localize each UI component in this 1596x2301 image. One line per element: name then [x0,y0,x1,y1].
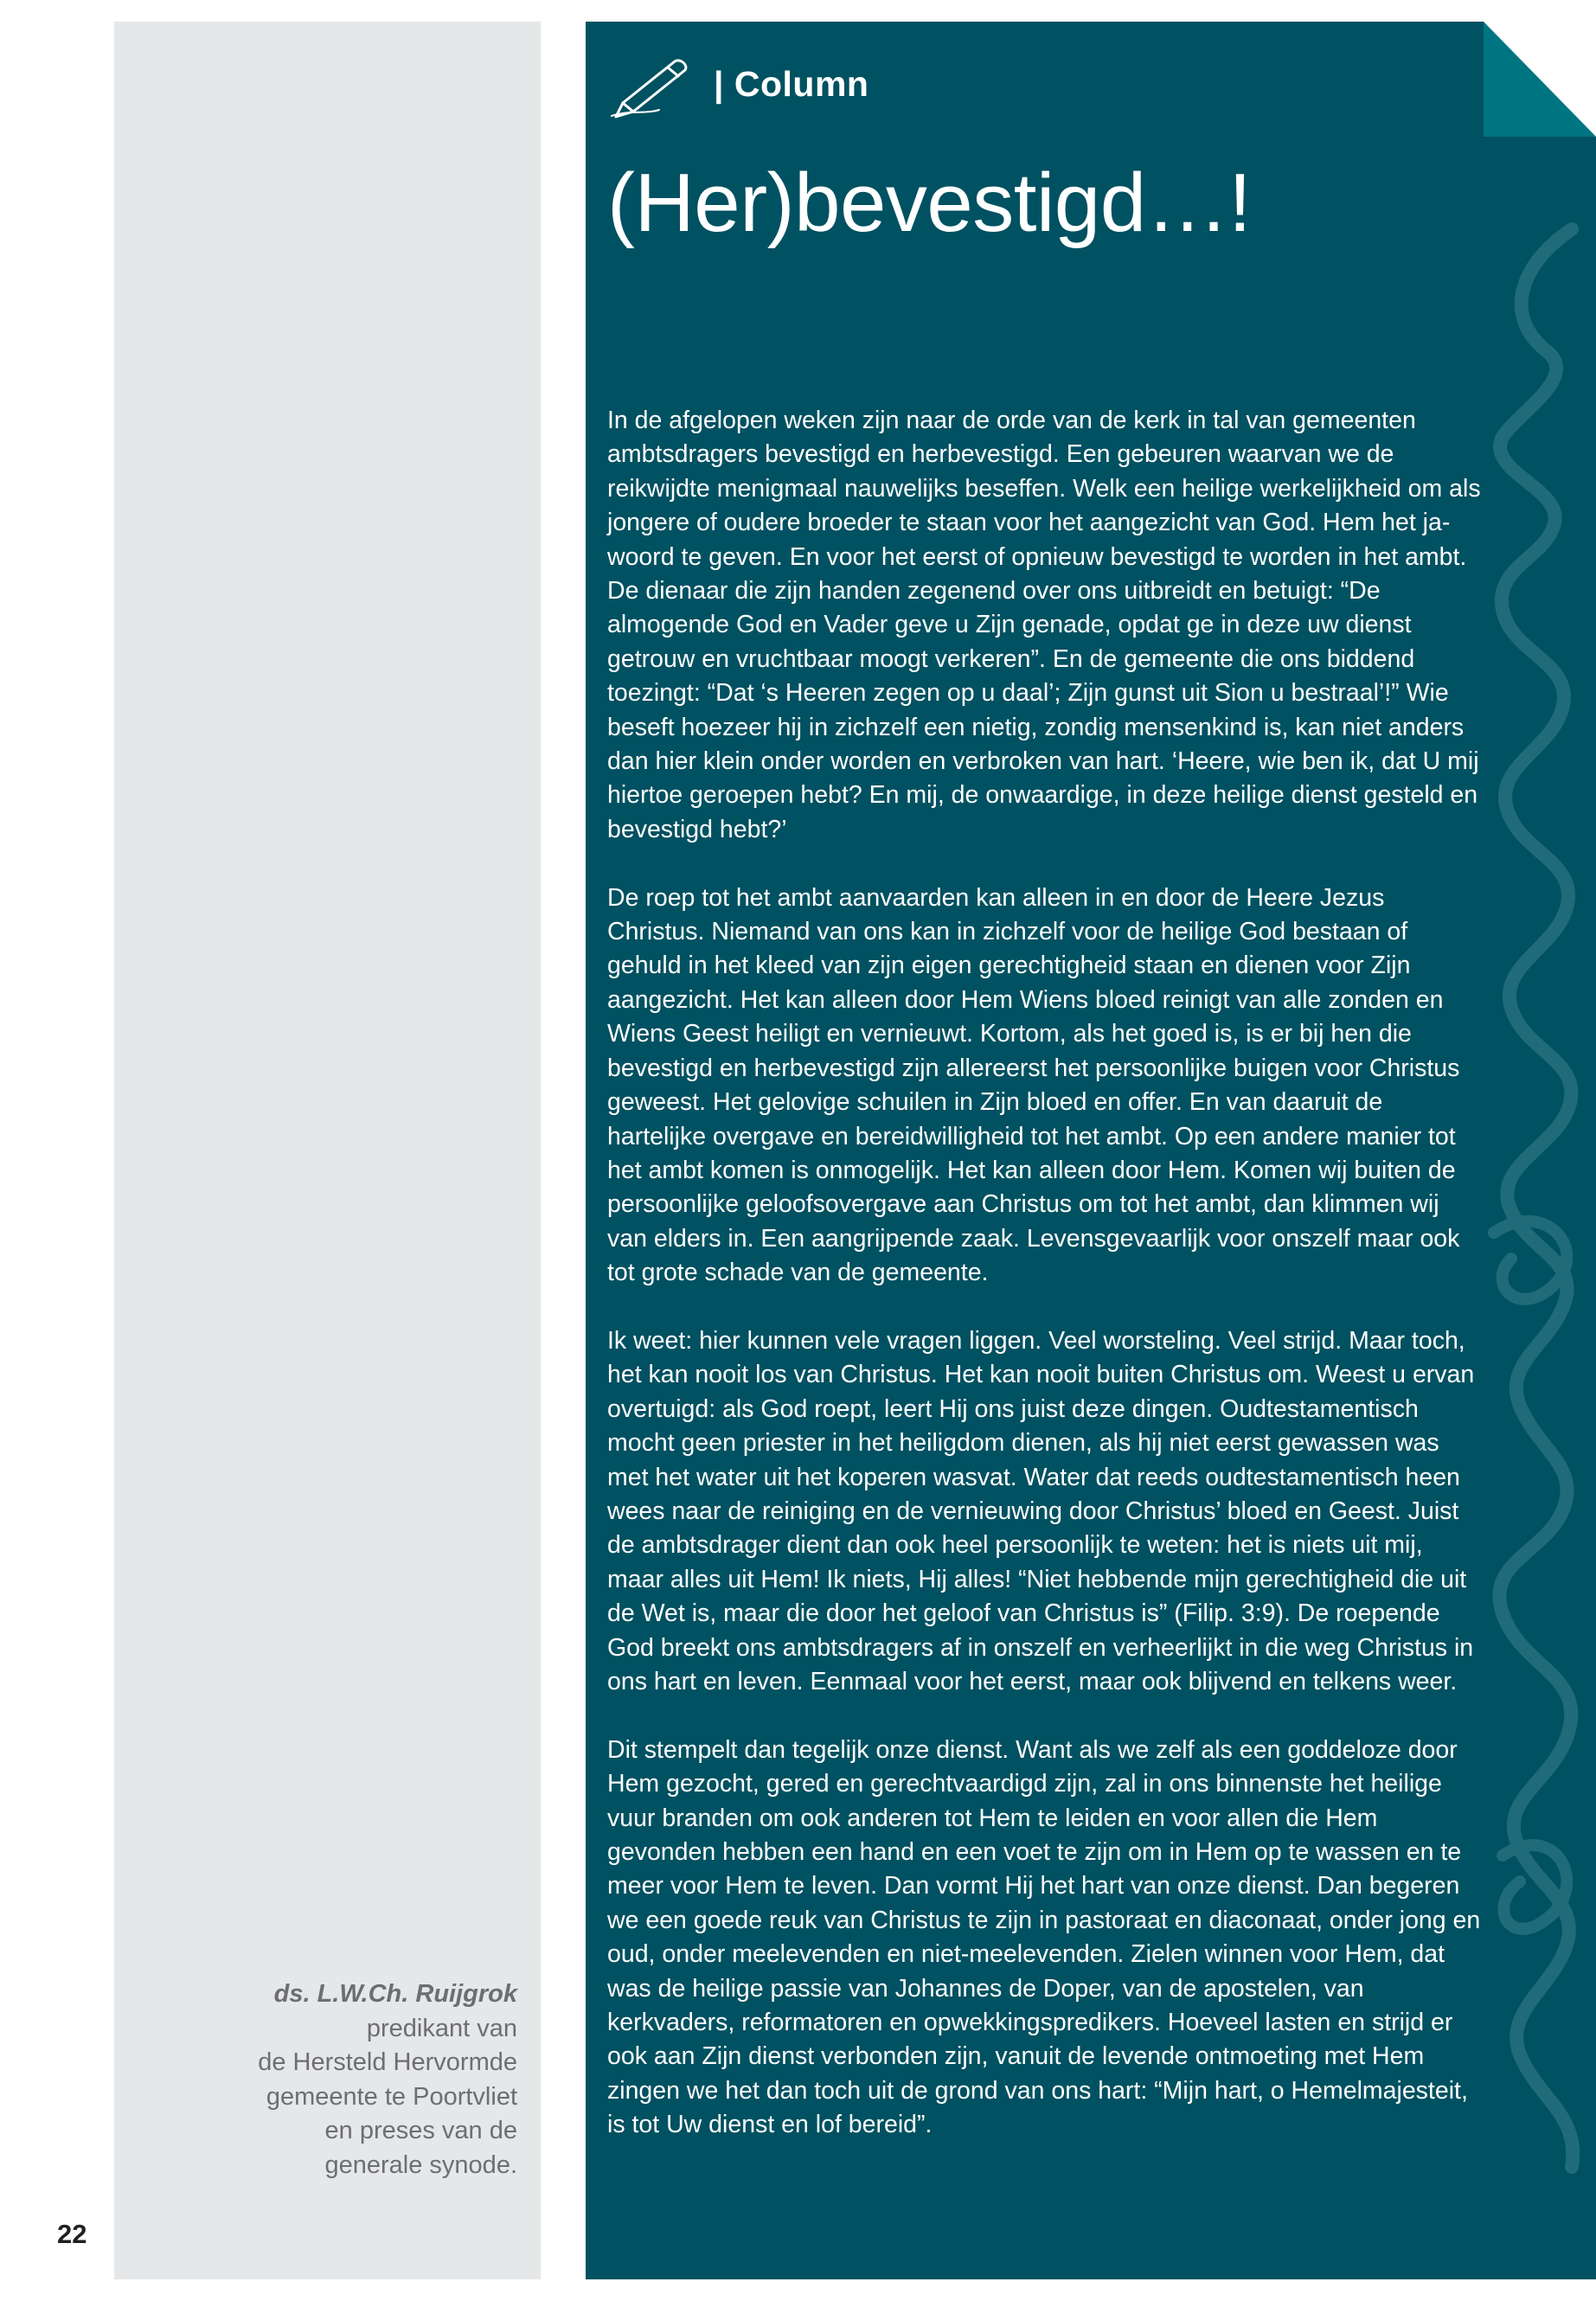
article-paragraph: In de afgelopen weken zijn naar de orde van de kerk in tal van gemeenten ambtsdragers bevestigd en herbevestigd. Een gebeuren waarvan we de reikwijdte menigmaal nauwelijks beseffen. Welk een heilige werkelijkheid om als jongere of oudere broeder te staan voor het aangezicht van God. Hem het ja-woord te geven. En voor het eerst of opnieuw bevestigd te worden in het ambt. De dienaar die zijn handen zegenend over ons uitbreidt en betuigt: “De almogende God en Vader geve u Zijn genade, opdat ge in deze uw dienst getrouw en vruchtbaar moogt verkeren”. En de gemeente die ons biddend toezingt: “Dat ‘s Heeren zegen op u daal’; Zijn gunst uit Sion u bestraal’!” Wie beseft hoezeer hij in zichzelf een nietig, zondig mensenkind is, kan niet anders dan hier klein onder worden en verbroken van hart. ‘Heere, wie ben ik, dat U mij hiertoe geroepen hebt? En mij, de onwaardige, in deze heilige dienst gesteld en bevestigd hebt?’ [607,407,1481,843]
section-header [607,41,869,127]
script-watermark [1468,212,1596,2202]
article-paragraph: Ik weet: hier kunnen vele vragen liggen. Veel worsteling. Veel strijd. Maar toch, het kan nooit los van Christus. Het kan nooit buiten Christus om. Weest u ervan overtuigd: als God roept, leert Hij ons juist deze dingen. Oudtestamentisch mocht geen priester in het heiligdom dienen, als hij niet eerst gewassen was met het water uit het koperen wasvat. Water dat reeds oudtestamentisch heen wees naar de reiniging en de vernieuwing door Christus’ bloed en Geest. Juist de ambtsdrager dient dan ook heel persoonlijk te weten: het is niets uit mij, maar alles uit Hem! Ik niets, Hij alles! “Niet hebbende mijn gerechtigheid die uit de Wet is, maar die door het geloof van Christus is” (Filip. 3:9). De roepende God breekt ons ambtsdragers af in onszelf en verheerlijkt in die weg Christus in ons hart en leven. Eenmaal voor het eerst, maar ook blijvend en telkens weer. [607,1326,1475,1695]
section-label: | Column [714,63,869,104]
article-body [607,404,1481,2143]
author-bio-line: en preses van de [324,2117,517,2144]
sidebar [114,22,541,2279]
author-name: ds. L.W.Ch. Ruijgrok [273,1980,517,2008]
article-panel [586,22,1596,2279]
page-number: 22 [57,2219,87,2249]
article-title: (Her)bevestigd…! [607,157,1252,249]
author-bio-line: generale synode. [324,2150,517,2179]
article-paragraph: Dit stempelt dan tegelijk onze dienst. Want als we zelf als een goddeloze door Hem gezocht, gered en gerechtvaardigd zijn, zal in ons binnenste het heilige vuur branden om ook anderen tot Hem te leiden en voor allen die Hem gevonden hebben een hand en een voet te zijn om in Hem op te wassen en te meer voor Hem te leven. Dan vormt Hij het hart van onze dienst. Dan begeren we een goede reuk van Christus te zijn in pastoraat en diaconaat, onder jong en oud, onder meelevenden en niet-meelevenden. Zielen winnen voor Hem, dat was de heilige passie van Johannes de Doper, van de apostelen, van kerkvaders, reformatoren en opwekkingspredikers. Hoeveel lasten en strijd er ook aan Zijn dienst verbonden zijn, vanuit de levende ontmoeting met Hem zingen we het dan toch uit de grond van ons hart: “Mijn hart, o Hemelmajesteit, is tot Uw dienst en lof bereid”. [607,1735,1481,2139]
page-corner-fold [1484,22,1596,137]
article-paragraph: De roep tot het ambt aanvaarden kan alleen in en door de Heere Jezus Christus. Niemand van ons kan in zichzelf voor de heilige God bestaan of gehuld in het kleed van zijn eigen gerechtigheid staan en dienen voor Zijn aangezicht. Het kan alleen door Hem Wiens bloed reinigt van alle zonden en Wiens Geest heiligt en vernieuwt. Kortom, als het goed is, is er bij hen die bevestigd en herbevestigd zijn allereerst het persoonlijke buigen voor Christus geweest. Het gelovige schuilen in Zijn bloed en offer. En van daaruit de hartelijke overgave en bereidwilligheid tot het ambt. Op een andere manier tot het ambt komen is onmogelijk. Het kan alleen door Hem. Komen wij buiten de persoonlijke geloofsovergave aan Christus om tot het ambt, dan klimmen wij van elders in. Een aangrijpende zaak. Levensgevaarlijk voor onszelf maar ook tot grote schade van de gemeente. [607,883,1460,1287]
author-bio-line: de Hersteld Hervormde [258,2048,517,2076]
pen-icon [607,49,698,119]
author-bio [114,1977,517,2182]
author-bio-line: gemeente te Poortvliet [266,2082,517,2111]
author-bio-line: predikant van [366,2014,517,2042]
